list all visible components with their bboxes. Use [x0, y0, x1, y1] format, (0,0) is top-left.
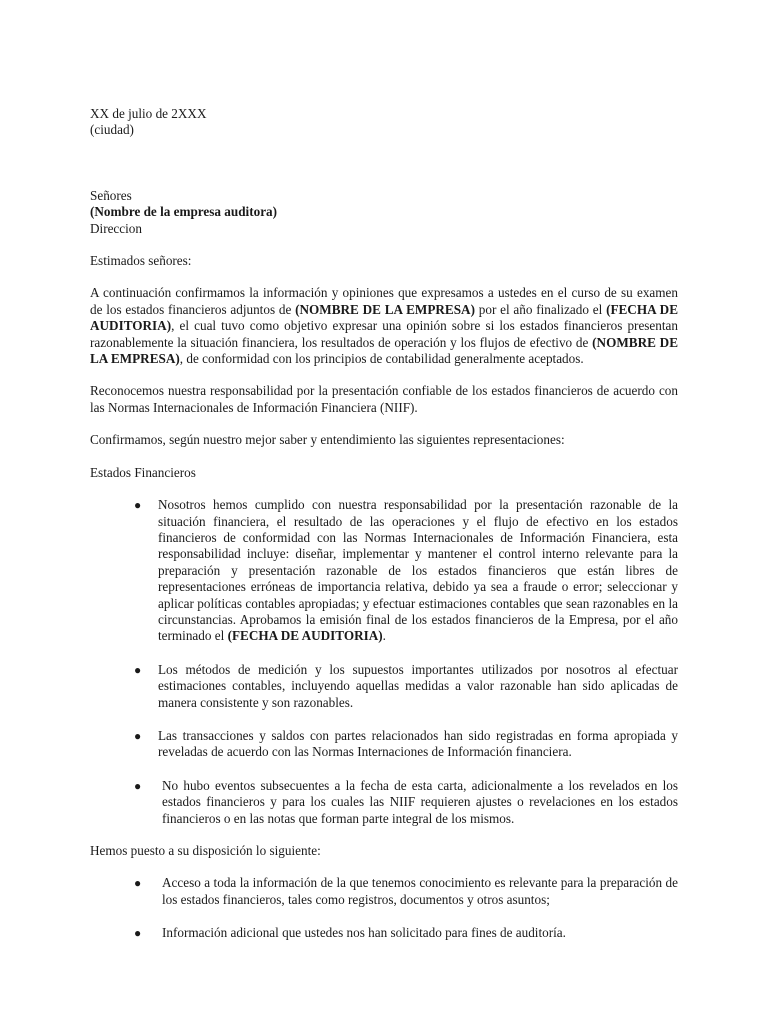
letter-body: [90, 106, 678, 942]
bullet-icon: ●: [134, 728, 142, 743]
letter-date: XX de julio de 2XXX: [90, 106, 207, 121]
bullet-icon: ●: [134, 926, 142, 941]
letter-city: (ciudad): [90, 122, 134, 138]
section-heading-financial-statements: Estados Financieros: [90, 464, 196, 480]
list-item: ● Las transacciones y saldos con partes relacionados han sido registradas en forma apropiada y reveladas de acuerdo con las Normas Internaciones de Información financiera.: [134, 727, 678, 760]
recipient-salutation: Señores: [90, 187, 132, 203]
list-item: ● Información adicional que ustedes nos han solicitado para fines de auditoría.: [134, 925, 566, 941]
list-item: ● Acceso a toda la información de la que tenemos conocimiento es relevante para la preparación de los estados financieros, tales como registros, documentos y otros asuntos;: [134, 875, 678, 907]
recipient-company: (Nombre de la empresa auditora): [90, 204, 278, 220]
bullet-icon: ●: [134, 778, 142, 793]
bullet-icon: ●: [134, 876, 142, 891]
greeting: Estimados señores:: [90, 253, 192, 269]
paragraph-responsibility: Reconocemos nuestra responsabilidad por la presentación confiable de los estados financieros de acuerdo con las Normas Internacionales de Información Financiera (NIIF).: [90, 383, 678, 415]
paragraph-disposition: Hemos puesto a su disposición lo siguiente:: [90, 843, 321, 858]
paragraph-confirmation: A continuación confirmamos la información y opiniones que expresamos a ustedes en el curso de su examen de los estados financieros adjuntos de (NOMBRE DE LA EMPRESA) por el año finalizado el (FECHA DE AUDITORIA), el cual tuvo como objetivo expresar una opinión sobre si los estados financieros presentan razonablemente la situación financiera, los resultados de operación y los flujos de efectivo de (NOMBRE DE LA EMPRESA), de conformidad con los principios de contabilidad generalmente aceptados.: [90, 285, 678, 367]
bullet-icon: ●: [134, 662, 142, 677]
paragraph-representations: Confirmamos, según nuestro mejor saber y entendimiento las siguientes representaciones:: [90, 432, 565, 448]
disposition-list: [90, 875, 678, 941]
financial-statements-list: [90, 497, 678, 827]
bullet-icon: ●: [134, 498, 142, 513]
list-item: ● Los métodos de medición y los supuestos importantes utilizados por nosotros al efectuar estimaciones contables, incluyendo aquellas medidas a valor razonable han sido aplicadas de manera consistente y son razonables.: [134, 661, 678, 710]
list-item: ● Nosotros hemos cumplido con nuestra responsabilidad por la presentación razonable de la situación financiera, el resultado de las operaciones y el flujo de efectivo en los estados financieros de conformidad con las Normas Internacionales de Información Financiera, esta responsabilidad incluye: diseñar, implementar y mantener el control interno relevante para la preparación y presentación razonable de los estados financieros que están libres de representaciones erróneas de importancia relativa, debido ya sea a fraude o error; seleccionar y aplicar políticas contables apropiadas; y efectuar estimaciones contables que sean razonables en la circunstancias. Aprobamos la emisión final de los estados financieros de la Empresa, por el año terminado el (FECHA DE AUDITORIA).: [134, 497, 678, 644]
list-item: ● No hubo eventos subsecuentes a la fecha de esta carta, adicionalmente a los revelados en los estados financieros y para los cuales las NIIF requieren ajustes o revelaciones en los estados financieros o en las notas que forman parte integral de los mismos.: [134, 777, 678, 826]
recipient-address: Direccion: [90, 220, 142, 236]
